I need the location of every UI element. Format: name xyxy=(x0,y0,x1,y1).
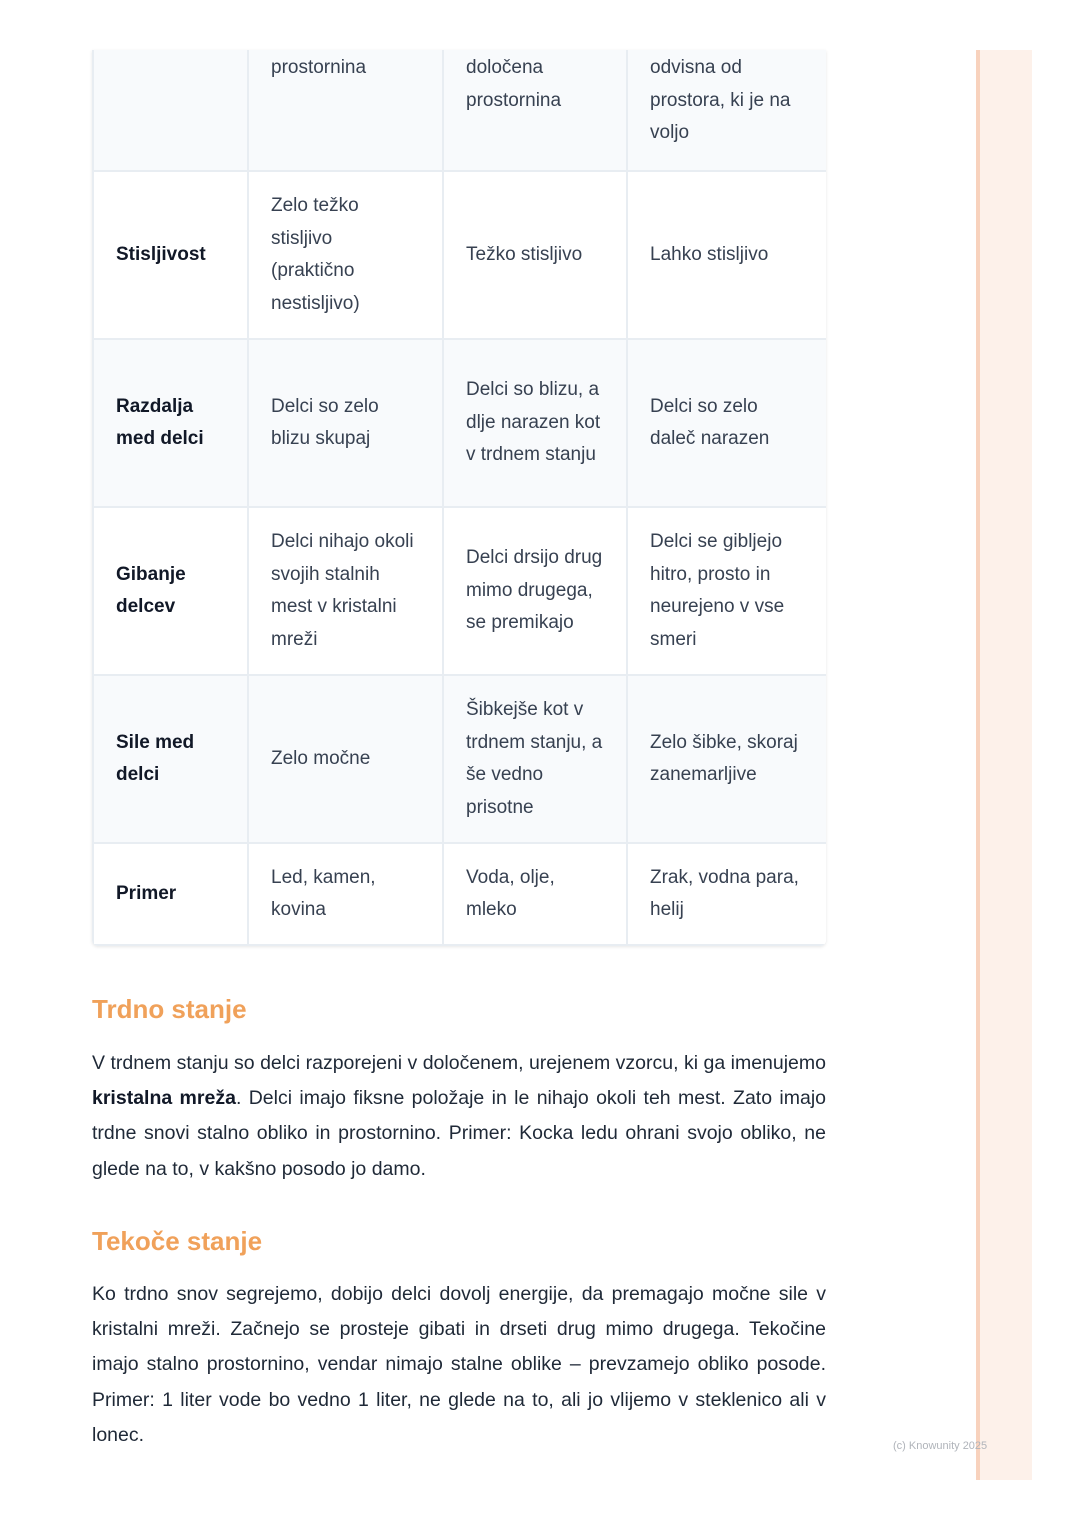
states-of-matter-table xyxy=(92,50,826,946)
copyright-notice: (c) Knowunity 2025 xyxy=(893,1440,988,1452)
side-panel xyxy=(976,50,1032,1480)
liquid-cell: Delci so blizu, a dlje narazen kot v trdnem stanju xyxy=(443,339,627,507)
row-label: Primer xyxy=(93,843,248,945)
table-row xyxy=(93,507,826,675)
table-row xyxy=(93,675,826,843)
solid-cell: Led, kamen, kovina xyxy=(248,843,443,945)
gas-cell: Zelo šibke, skoraj zanemarljive xyxy=(627,675,826,843)
liquid-cell: Voda, olje, mleko xyxy=(443,843,627,945)
table-row xyxy=(93,171,826,339)
table-row xyxy=(93,339,826,507)
solid-cell: prostornina xyxy=(248,50,443,171)
liquid-cell: Delci drsijo drug mimo drugega, se premikajo xyxy=(443,507,627,675)
gas-cell: Delci so zelo daleč narazen xyxy=(627,339,826,507)
liquid-cell: določena prostornina xyxy=(443,50,627,171)
liquid-cell: Šibkejše kot v trdnem stanju, a še vedno prisotne xyxy=(443,675,627,843)
solid-state-paragraph xyxy=(92,1046,826,1187)
row-label: Gibanje delcev xyxy=(93,507,248,675)
row-label: Razdalja med delci xyxy=(93,339,248,507)
side-rule xyxy=(976,50,980,1480)
solid-state-heading: Trdno stanje xyxy=(92,994,247,1024)
row-label: Sile med delci xyxy=(93,675,248,843)
row-label xyxy=(93,50,248,171)
solid-cell: Zelo močne xyxy=(248,675,443,843)
solid-text-after: . Delci imajo fiksne položaje in le nihajo okoli teh mest. Zato imajo trdne snovi stalno obliko in prostornino. Primer: Kocka ledu ohrani svojo obliko, ne glede na to, v kakšno posodo jo damo. xyxy=(92,1087,826,1180)
table-row xyxy=(93,843,826,945)
solid-cell: Delci so zelo blizu skupaj xyxy=(248,339,443,507)
gas-cell: Lahko stisljivo xyxy=(627,171,826,339)
table-row xyxy=(93,50,826,171)
solid-text-before: V trdnem stanju so delci razporejeni v določenem, urejenem vzorcu, ki ga imenujemo xyxy=(92,1052,826,1074)
liquid-state-heading: Tekoče stanje xyxy=(92,1226,263,1256)
gas-cell: Zrak, vodna para, helij xyxy=(627,843,826,945)
gas-cell: Delci se gibljejo hitro, prosto in neurejeno v vse smeri xyxy=(627,507,826,675)
solid-cell: Zelo težko stisljivo (praktično nestisljivo) xyxy=(248,171,443,339)
liquid-cell: Težko stisljivo xyxy=(443,171,627,339)
solid-cell: Delci nihajo okoli svojih stalnih mest v kristalni mreži xyxy=(248,507,443,675)
liquid-state-paragraph: Ko trdno snov segrejemo, dobijo delci dovolj energije, da premagajo močne sile v kristalni mreži. Začnejo se prosteje gibati in drseti drug mimo drugega. Tekočine imajo stalno prostornino, vendar nimajo stalne oblike – prevzamejo obliko posode. Primer: 1 liter vode bo vedno 1 liter, ne glede na to, ali jo vlijemo v steklenico ali v lonec. xyxy=(92,1283,826,1446)
crystal-lattice-term: kristalna mreža xyxy=(92,1087,236,1110)
gas-cell: odvisna od prostora, ki je na voljo xyxy=(627,50,826,171)
row-label: Stisljivost xyxy=(93,171,248,339)
